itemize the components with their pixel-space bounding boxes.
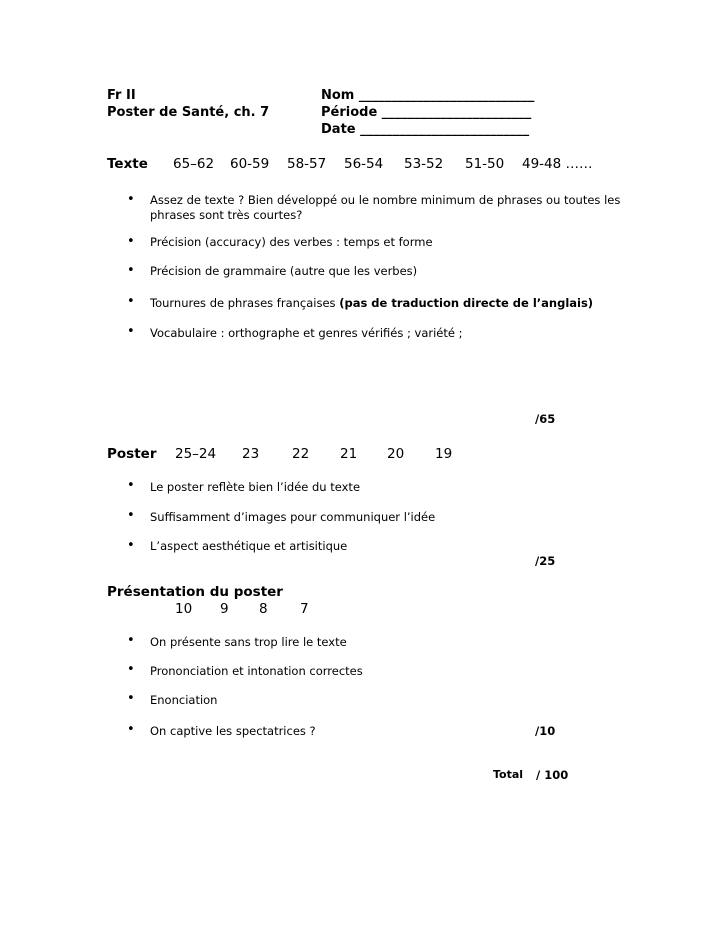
bullet-icon: • [127,662,135,677]
presentation-max-score: /10 [535,724,556,738]
criterion-text: Tournures de phrases françaises [150,296,340,310]
bullet-icon: • [127,508,135,523]
bullet-icon: • [127,263,135,278]
poster-score: 22 [292,446,310,462]
bullet-icon: • [127,478,135,493]
texte-score: 53-52 [404,156,444,172]
poster-heading: Poster [107,446,157,462]
poster-score: 21 [340,446,358,462]
presentation-heading: Présentation du poster [107,584,283,600]
bullet-icon: • [127,192,135,207]
criterion-item: On présente sans trop lire le texte [150,635,347,649]
periode-field: Période _______________________ [321,105,532,120]
course-name: Fr II [107,88,136,103]
criterion-item [150,296,593,310]
bullet-icon: • [127,538,135,553]
criterion-item: On captive les spectatrices ? [150,724,316,738]
bullet-icon: • [127,324,135,339]
nom-field: Nom ___________________________ [321,88,535,103]
total-score: / 100 [536,768,569,782]
bullet-icon: • [127,294,135,309]
poster-score: 20 [387,446,405,462]
criterion-item: Précision (accuracy) des verbes : temps et forme [150,235,433,249]
presentation-score: 8 [259,601,268,617]
date-field: Date __________________________ [321,122,530,137]
poster-max-score: /25 [535,554,556,568]
texte-score: 56-54 [344,156,384,172]
bullet-icon: • [127,633,135,648]
criterion-item: Prononciation et intonation correctes [150,664,363,678]
texte-score: 49-48 …… [522,156,593,172]
criterion-emphasis: (pas de traduction directe de l’anglais) [339,296,594,310]
bullet-icon: • [127,691,135,706]
poster-score: 23 [242,446,260,462]
bullet-icon: • [127,234,135,249]
criterion-item: L’aspect aesthétique et artisitique [150,539,348,553]
texte-score: 65–62 [173,156,215,172]
criterion-item: Précision de grammaire (autre que les verbes) [150,264,418,278]
poster-score: 19 [435,446,453,462]
criterion-item: Assez de texte ? Bien développé ou le nombre minimum de phrases ou toutes les phrases sont très courtes? [150,193,621,222]
criterion-item: Suffisamment d’images pour communiquer l’idée [150,510,436,524]
total-label: Total [493,768,524,781]
presentation-score: 7 [300,601,309,617]
texte-max-score: /65 [535,412,556,426]
criterion-item: Enonciation [150,693,218,707]
criterion-item: Le poster reflète bien l’idée du texte [150,480,361,494]
texte-score: 58-57 [287,156,327,172]
texte-heading: Texte [107,156,148,172]
poster-score: 25–24 [175,446,217,462]
bullet-icon: • [127,722,135,737]
assignment-title: Poster de Santé, ch. 7 [107,105,270,120]
texte-score: 51-50 [465,156,505,172]
presentation-score: 10 [175,601,193,617]
presentation-score: 9 [220,601,229,617]
texte-score: 60-59 [230,156,270,172]
criterion-item: Vocabulaire : orthographe et genres vérifiés ; variété ; [150,326,463,340]
